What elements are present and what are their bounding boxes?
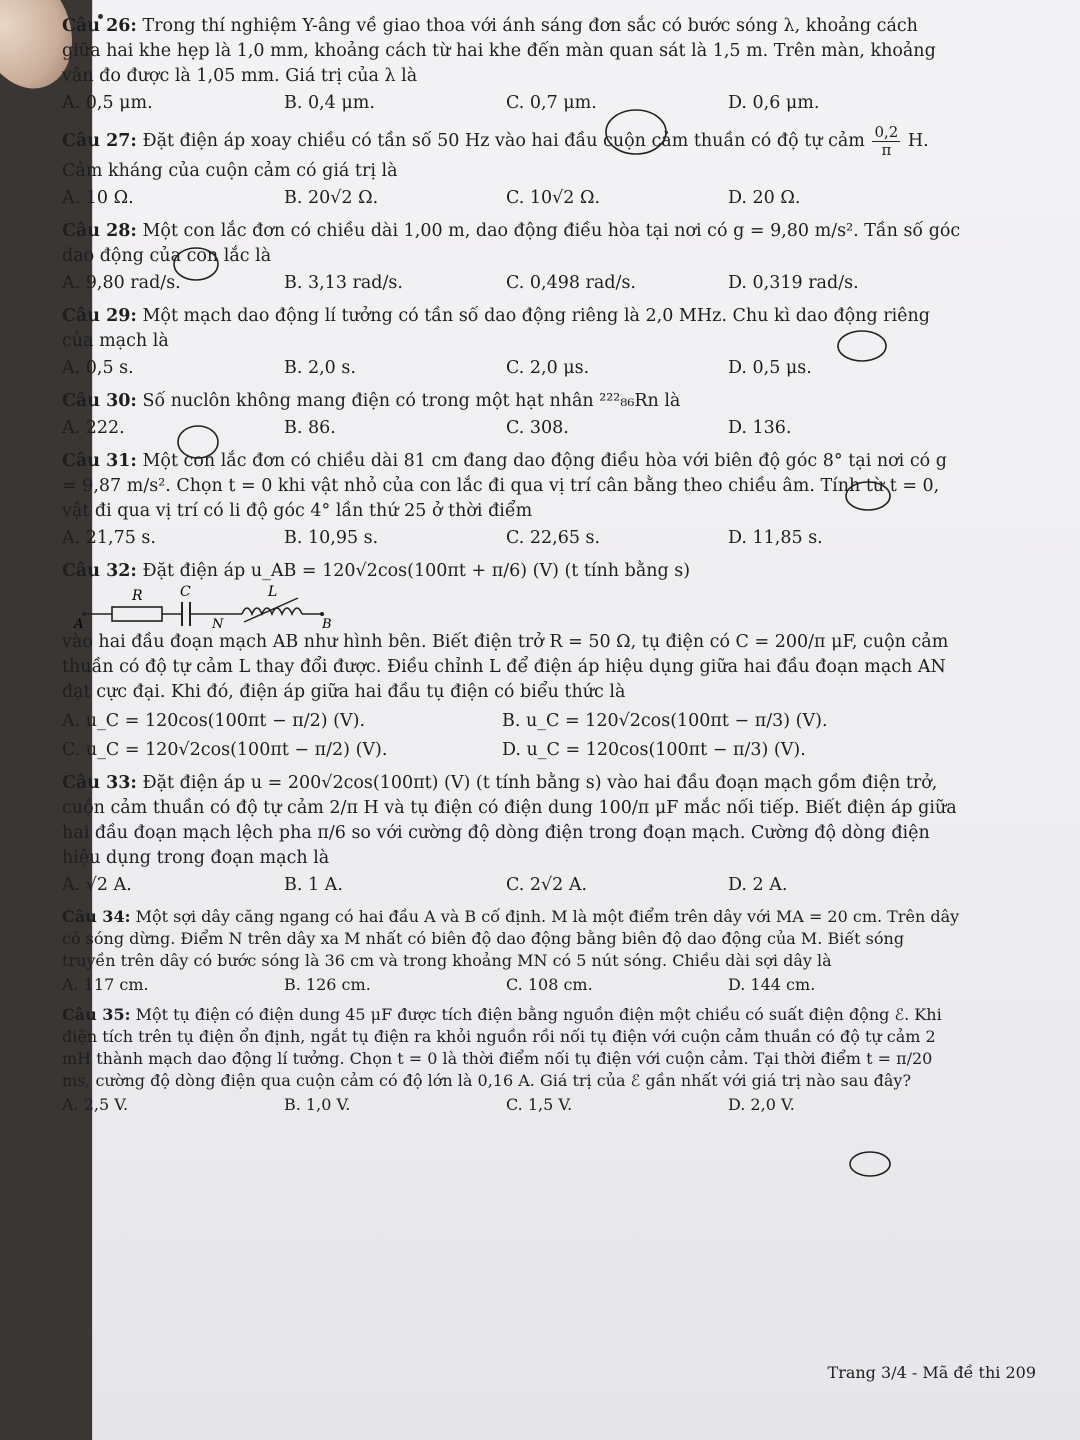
option-b[interactable]: B. u_C = 120√2cos(100πt − π/3) (V). — [502, 711, 828, 731]
option-a[interactable]: A. √2 A. — [62, 875, 132, 895]
page-footer: Trang 3/4 - Mã đề thi 209 — [827, 1363, 1036, 1382]
question-number: Câu 32: — [62, 561, 137, 581]
option-a[interactable]: A. u_C = 120cos(100πt − π/2) (V). — [62, 711, 366, 731]
option-b[interactable]: B. 0,4 μm. — [284, 93, 375, 113]
question-number: Câu 35: — [62, 1005, 131, 1024]
option-d[interactable]: D. 20 Ω. — [728, 188, 801, 208]
fraction-denominator: π — [881, 141, 892, 159]
node-b — [320, 612, 324, 616]
question-text: Đặt điện áp u_AB = 120√2cos(100πt + π/6) (V) (t tính bằng s) — [142, 561, 691, 581]
option-a[interactable]: A. 9,80 rad/s. — [62, 273, 181, 293]
option-b[interactable]: B. 86. — [284, 418, 336, 438]
question-text: Một tụ điện có điện dung 45 μF được tích điện bằng nguồn điện một chiều có suất điện động ℰ. Khi điện tích trên tụ điện ổn định, ngắt tụ điện ra khỏi nguồn rồi nối tụ điện với cuộn cảm thuần có độ tự cảm 2 mH thành mạch dao động lí tưởng. Chọn t = 0 là thời điểm nối tụ điện với cuộn cảm. Tại thời điểm t = π/20 ms, cường độ dòng điện qua cuộn cảm có độ lớn là 0,16 A. Giá trị của ℰ gần nhất với giá trị nào sau đây? — [62, 1005, 942, 1090]
answer-options — [62, 873, 962, 898]
option-c[interactable]: C. 10√2 Ω. — [506, 188, 601, 208]
option-a[interactable]: A. 117 cm. — [62, 975, 149, 994]
option-d[interactable]: D. u_C = 120cos(100πt − π/3) (V). — [502, 740, 806, 760]
answer-options — [62, 416, 962, 441]
option-b[interactable]: B. 126 cm. — [284, 975, 371, 994]
option-c[interactable]: C. 2√2 A. — [506, 875, 588, 895]
label-b: B — [322, 617, 332, 630]
option-a[interactable]: A. 2,5 V. — [62, 1095, 129, 1114]
option-c[interactable]: C. u_C = 120√2cos(100πt − π/2) (V). — [62, 740, 388, 760]
question-number: Câu 28: — [62, 221, 137, 241]
option-d[interactable]: D. 0,6 μm. — [728, 93, 820, 113]
question-text: Trong thí nghiệm Y-âng về giao thoa với ánh sáng đơn sắc có bước sóng λ, khoảng cách giữa hai khe hẹp là 1,0 mm, khoảng cách từ hai khe đến màn quan sát là 1,5 m. Trên màn, khoảng vân đo được là 1,05 mm. Giá trị của λ là — [62, 16, 936, 86]
question-text: Một mạch dao động lí tưởng có tần số dao động riêng là 2,0 MHz. Chu kì dao động riêng của mạch là — [62, 306, 931, 351]
option-a[interactable]: A. 10 Ω. — [62, 188, 134, 208]
question-35 — [62, 1004, 962, 1116]
answer-options — [62, 1094, 962, 1116]
fraction-numerator: 0,2 — [874, 123, 899, 141]
answer-options — [62, 91, 962, 116]
question-number: Câu 27: — [62, 131, 137, 151]
answer-options — [62, 271, 962, 296]
answer-options — [62, 186, 962, 211]
question-number: Câu 30: — [62, 391, 137, 411]
label-a: A — [74, 617, 84, 630]
answer-options — [62, 709, 962, 734]
question-text: Đặt điện áp xoay chiều có tần số 50 Hz vào hai đầu cuộn cảm thuần có độ tự cảm — [142, 131, 865, 151]
question-30 — [62, 389, 962, 441]
option-d[interactable]: D. 11,85 s. — [728, 528, 823, 548]
option-c[interactable]: C. 0,7 μm. — [506, 93, 597, 113]
answer-options — [62, 974, 962, 996]
option-d[interactable]: D. 0,319 rad/s. — [728, 273, 859, 293]
option-b[interactable]: B. 2,0 s. — [284, 358, 356, 378]
resistor-symbol — [112, 607, 162, 621]
question-34 — [62, 906, 962, 996]
question-number: Câu 26: — [62, 16, 137, 36]
question-text: Đặt điện áp u = 200√2cos(100πt) (V) (t tính bằng s) vào hai đầu đoạn mạch gồm điện trở, cuộn cảm thuần có độ tự cảm 2/π H và tụ điện có điện dung 100/π μF mắc nối tiếp. Biết điện áp giữa hai đầu đoạn mạch lệch pha π/6 so với cường độ dòng điện trong đoạn mạch. Cường độ dòng điện hiệu dụng trong đoạn mạch là — [62, 773, 957, 868]
answer-options — [62, 356, 962, 381]
question-27 — [62, 124, 962, 211]
label-n: N — [212, 617, 224, 630]
question-28 — [62, 219, 962, 296]
question-33 — [62, 771, 962, 898]
inductance-fraction — [872, 124, 900, 159]
option-a[interactable]: A. 0,5 s. — [62, 358, 134, 378]
option-c[interactable]: C. 308. — [506, 418, 569, 438]
option-c[interactable]: C. 22,65 s. — [506, 528, 601, 548]
question-26 — [62, 14, 962, 116]
question-text: Một con lắc đơn có chiều dài 1,00 m, dao động điều hòa tại nơi có g = 9,80 m/s². Tần số góc dao động của con lắc là — [62, 221, 961, 266]
question-number: Câu 29: — [62, 306, 137, 326]
option-a[interactable]: A. 21,75 s. — [62, 528, 156, 548]
option-d[interactable]: D. 144 cm. — [728, 975, 816, 994]
question-number: Câu 34: — [62, 907, 131, 926]
option-b[interactable]: B. 1,0 V. — [284, 1095, 351, 1114]
rlc-circuit-diagram — [72, 584, 332, 630]
option-d[interactable]: D. 2,0 V. — [728, 1095, 795, 1114]
node-a — [82, 612, 86, 616]
option-d[interactable]: D. 0,5 μs. — [728, 358, 812, 378]
answer-options — [62, 526, 962, 551]
option-c[interactable]: C. 108 cm. — [506, 975, 593, 994]
exam-content — [62, 14, 962, 1124]
option-c[interactable]: C. 1,5 V. — [506, 1095, 573, 1114]
question-32 — [62, 559, 962, 763]
option-a[interactable]: A. 222. — [62, 418, 125, 438]
question-31 — [62, 449, 962, 551]
option-d[interactable]: D. 2 A. — [728, 875, 788, 895]
question-text-cont: H. Cảm kháng của cuộn cảm có giá trị là — [62, 131, 929, 181]
option-b[interactable]: B. 1 A. — [284, 875, 343, 895]
question-text: Số nuclôn không mang điện có trong một hạt nhân ²²²₈₆Rn là — [142, 391, 681, 411]
label-c: C — [180, 584, 191, 600]
option-b[interactable]: B. 3,13 rad/s. — [284, 273, 403, 293]
question-text: Một con lắc đơn có chiều dài 81 cm đang dao động điều hòa với biên độ góc 8° tại nơi có g = 9,87 m/s². Chọn t = 0 khi vật nhỏ của con lắc đi qua vị trí cân bằng theo chiều âm. Tính từ t = 0, vật đi qua vị trí có li độ góc 4° lần thứ 25 ở thời điểm — [62, 451, 947, 521]
option-b[interactable]: B. 20√2 Ω. — [284, 188, 379, 208]
question-number: Câu 33: — [62, 773, 137, 793]
question-text: Một sợi dây căng ngang có hai đầu A và B cố định. M là một điểm trên dây với MA = 20 cm. Trên dây có sóng dừng. Điểm N trên dây xa M nhất có biên độ dao động bằng biên độ dao động của M. Biết sóng truyền trên dây có bước sóng là 36 cm và trong khoảng MN có 5 nút sóng. Chiều dài sợi dây là — [62, 907, 960, 970]
option-d[interactable]: D. 136. — [728, 418, 792, 438]
label-r: R — [132, 588, 143, 604]
question-number: Câu 31: — [62, 451, 137, 471]
option-a[interactable]: A. 0,5 μm. — [62, 93, 153, 113]
question-29 — [62, 304, 962, 381]
option-b[interactable]: B. 10,95 s. — [284, 528, 379, 548]
option-c[interactable]: C. 2,0 μs. — [506, 358, 590, 378]
answer-options — [62, 738, 962, 763]
option-c[interactable]: C. 0,498 rad/s. — [506, 273, 636, 293]
question-text-cont: vào hai đầu đoạn mạch AB như hình bên. Biết điện trở R = 50 Ω, tụ điện có C = 200/π μF, cuộn cảm thuần có độ tự cảm L thay đổi được. Điều chỉnh L để điện áp hiệu dụng giữa hai đầu đoạn mạch AN đạt cực đại. Khi đó, điện áp giữa hai đầu tụ điện có biểu thức là — [62, 632, 949, 702]
label-l: L — [268, 584, 278, 600]
